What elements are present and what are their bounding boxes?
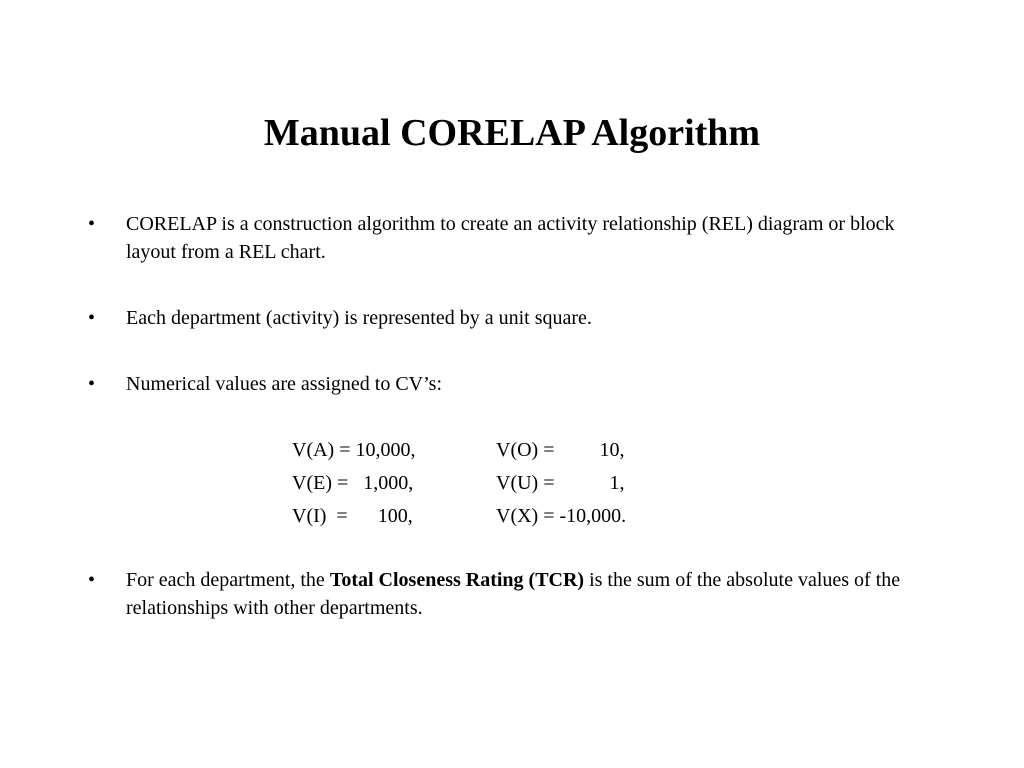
cv-value-a: V(A) = 10,000,: [292, 439, 416, 461]
bullet-text: Numerical values are assigned to CV’s:: [126, 373, 443, 395]
bullet-text: CORELAP is a construction algorithm to create an activity relationship (REL) diagram or block layout from a REL chart.: [126, 213, 895, 263]
cv-row: [292, 500, 692, 533]
bullet-text-after: is the sum of the absolute values of the relationships with other departments.: [126, 569, 901, 619]
bullet-item-corelap-definition: [88, 210, 938, 266]
bullet-text: Each department (activity) is represented by a unit square.: [126, 307, 592, 329]
bullet-icon: •: [88, 307, 96, 329]
bullet-item-tcr: [88, 566, 938, 622]
cv-value-x: V(X) = -10,000.: [496, 505, 627, 527]
cv-values-table: [292, 434, 692, 533]
bullet-text: [126, 566, 936, 622]
bullet-item-unit-square: [88, 304, 938, 332]
tcr-term: Total Closeness Rating (TCR): [329, 569, 585, 591]
bullet-icon: •: [88, 569, 96, 591]
cv-value-u: V(U) = 1,: [496, 472, 625, 494]
bullet-text-before: For each department, the: [126, 569, 330, 591]
bullet-item-numerical-values: [88, 370, 938, 398]
cv-row: [292, 434, 692, 467]
bullet-icon: •: [88, 213, 96, 235]
cv-row: [292, 467, 692, 500]
bullet-icon: •: [88, 373, 96, 395]
cv-value-i: V(I) = 100,: [292, 505, 413, 527]
cv-value-o: V(O) = 10,: [496, 439, 625, 461]
slide-title: Manual CORELAP Algorithm: [263, 112, 761, 154]
cv-value-e: V(E) = 1,000,: [292, 472, 414, 494]
